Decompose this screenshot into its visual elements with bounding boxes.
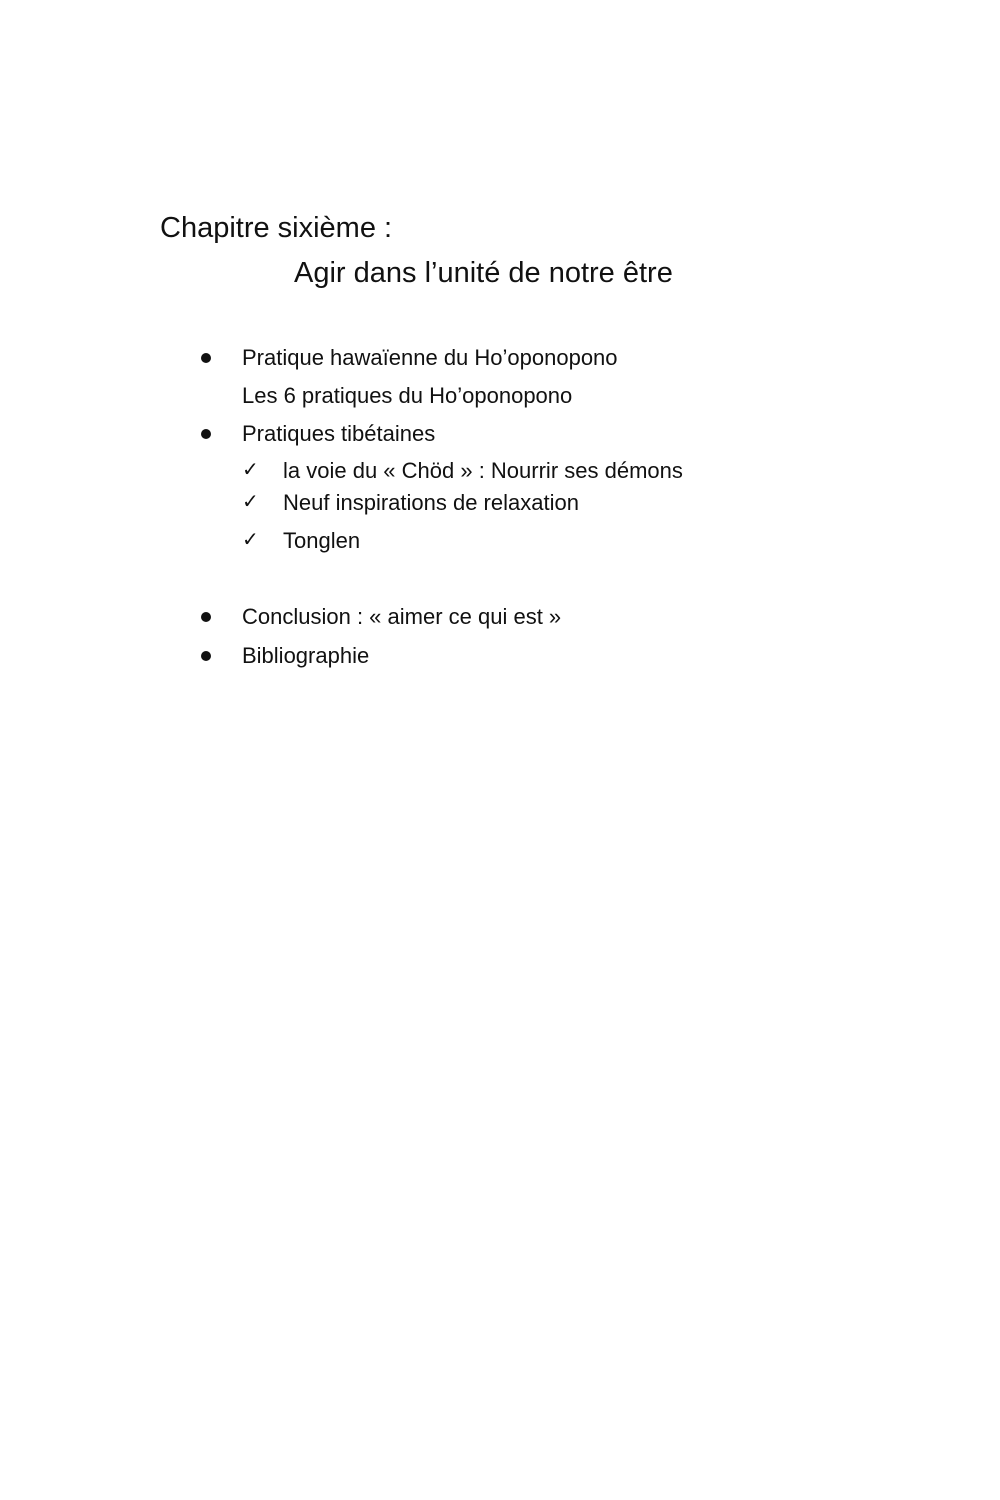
- list-item-hooponopono-sub: Les 6 pratiques du Ho’oponopono: [242, 383, 573, 408]
- sublist-item-neuf: Neuf inspirations de relaxation: [283, 490, 579, 515]
- checkmark-icon: ✓: [242, 527, 259, 551]
- chapter-label: Chapitre sixième :: [160, 212, 393, 244]
- chapter-title: Agir dans l’unité de notre être: [294, 257, 673, 289]
- bullet-dot-icon: [201, 429, 211, 439]
- checkmark-icon: ✓: [242, 457, 259, 481]
- checkmark-icon: ✓: [242, 489, 259, 513]
- list-item-bibliographie: Bibliographie: [242, 643, 370, 668]
- bullet-dot-icon: [201, 651, 211, 661]
- bullet-dot-icon: [201, 612, 211, 622]
- bullet-dot-icon: [201, 353, 211, 363]
- list-item-conclusion: Conclusion : « aimer ce qui est »: [242, 604, 562, 629]
- list-item-tibetan: Pratiques tibétaines: [242, 421, 436, 446]
- sublist-item-chod: la voie du « Chöd » : Nourrir ses démons: [283, 458, 683, 483]
- list-item-hooponopono: Pratique hawaïenne du Ho’oponopono: [242, 345, 618, 370]
- sublist-item-tonglen: Tonglen: [283, 528, 361, 553]
